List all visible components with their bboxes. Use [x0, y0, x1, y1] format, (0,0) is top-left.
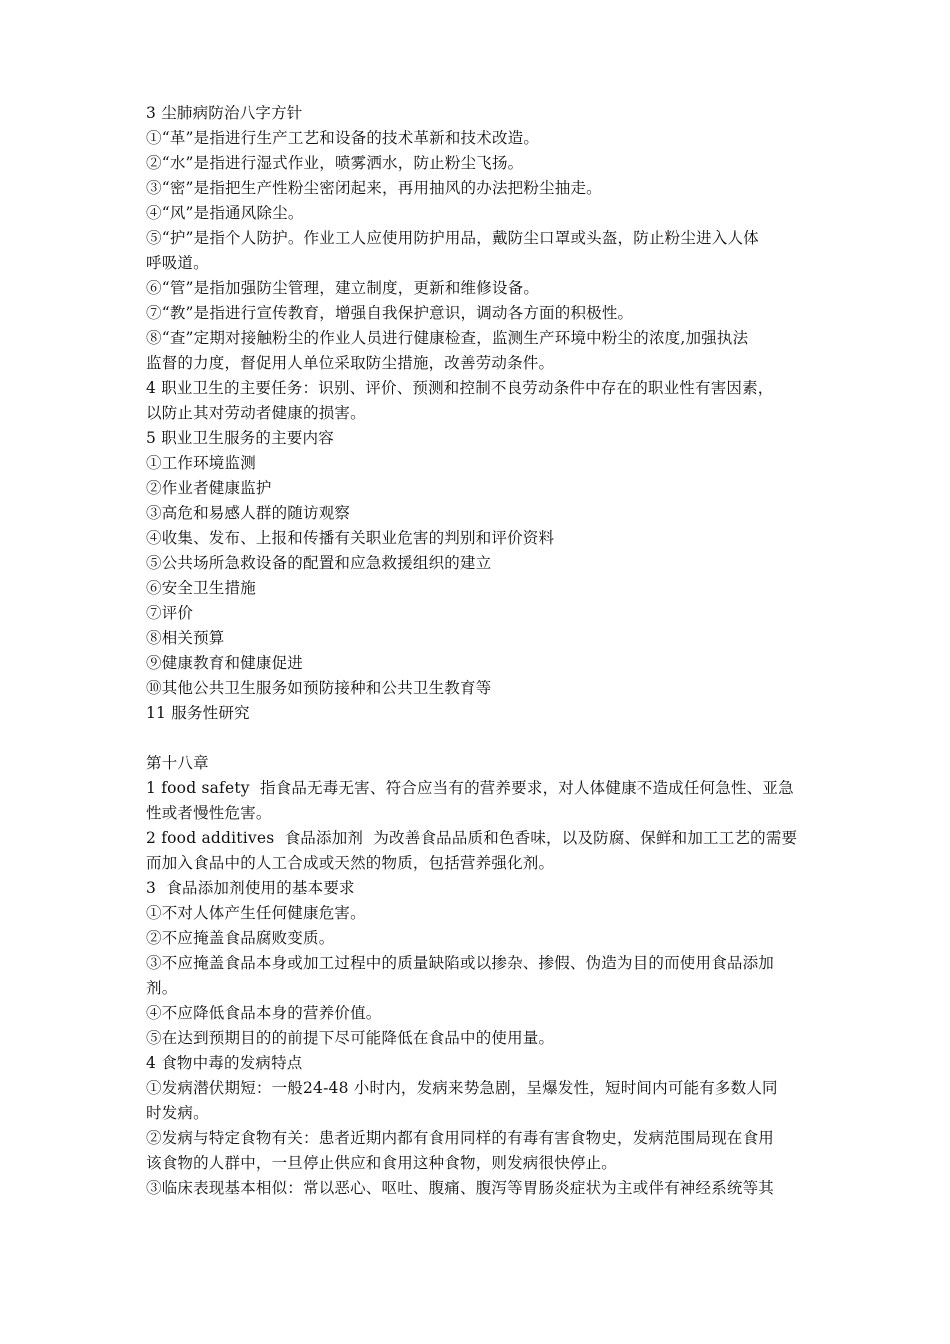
text-line: ③临床表现基本相似：常以恶心、呕吐、腹痛、腹泻等胃肠炎症状为主或伴有神经系统等其	[146, 1179, 775, 1197]
text-line: 5 职业卫生服务的主要内容	[146, 429, 334, 447]
text-line: ③不应掩盖食品本身或加工过程中的质量缺陷或以掺杂、掺假、伪造为目的而使用食品添加	[146, 954, 775, 972]
text-line: ④“风”是指通风除尘。	[146, 204, 304, 222]
text-line: 以防止其对劳动者健康的损害。	[146, 404, 366, 422]
text-line: ②“水”是指进行湿式作业，喷雾洒水，防止粉尘飞扬。	[146, 154, 524, 172]
text-line: ⑩其他公共卫生服务如预防接种和公共卫生教育等	[146, 679, 492, 697]
text-line: 呼吸道。	[146, 254, 209, 272]
text-line: 时发病。	[146, 1104, 209, 1122]
text-line: 监督的力度，督促用人单位采取防尘措施，改善劳动条件。	[146, 354, 555, 372]
text-line: ②不应掩盖食品腐败变质。	[146, 929, 335, 947]
text-line: 2 food additives 食品添加剂 为改善食品品质和色香味，以及防腐、保鲜和加工工艺的需要	[146, 829, 798, 847]
text-line: 该食物的人群中，一旦停止供应和食用这种食物，则发病很快停止。	[146, 1154, 618, 1172]
text-line: 剂。	[146, 979, 178, 997]
text-line: 3 食品添加剂使用的基本要求	[146, 879, 355, 897]
text-line: ⑨健康教育和健康促进	[146, 654, 304, 672]
text-line: 4 食物中毒的发病特点	[146, 1054, 303, 1072]
text-line: 3 尘肺病防治八字方针	[146, 104, 303, 122]
text-line: ⑦评价	[146, 604, 194, 622]
text-line: ⑤在达到预期目的的前提下尽可能降低在食品中的使用量。	[146, 1029, 555, 1047]
text-line: ②发病与特定食物有关：患者近期内都有食用同样的有毒有害食物史，发病范围局现在食用	[146, 1129, 775, 1147]
text-line: ③“密”是指把生产性粉尘密闭起来，再用抽风的办法把粉尘抽走。	[146, 179, 602, 197]
text-line: ③高危和易感人群的随访观察	[146, 504, 351, 522]
blank-line	[146, 726, 826, 751]
text-line: 1 food safety 指食品无毒无害、符合应当有的营养要求，对人体健康不造成任何急性、亚急	[146, 779, 794, 797]
text-line: ④收集、发布、上报和传播有关职业危害的判别和评价资料	[146, 529, 555, 547]
text-line: 11 服务性研究	[146, 704, 250, 722]
text-line: ①工作环境监测	[146, 454, 256, 472]
text-line: 第十八章	[146, 754, 209, 772]
text-line: ⑤公共场所急救设备的配置和应急救援组织的建立	[146, 554, 492, 572]
text-line: 而加入食品中的人工合成或天然的物质，包括营养强化剂。	[146, 854, 555, 872]
text-line: ①发病潜伏期短：一般24-48 小时内，发病来势急剧，呈爆发性，短时间内可能有多数人同	[146, 1079, 778, 1097]
text-line: ⑧“查”定期对接触粉尘的作业人员进行健康检查，监测生产环境中粉尘的浓度,加强执法	[146, 329, 749, 347]
text-line: ⑥“管”是指加强防尘管理，建立制度，更新和维修设备。	[146, 279, 540, 297]
text-line: ④不应降低食品本身的营养价值。	[146, 1004, 382, 1022]
text-line: ⑥安全卫生措施	[146, 579, 256, 597]
text-line: ⑤“护”是指个人防护。作业工人应使用防护用品，戴防尘口罩或头盔，防止粉尘进入人体	[146, 229, 759, 247]
text-line: ②作业者健康监护	[146, 479, 272, 497]
document-body	[146, 101, 826, 1201]
text-line: ⑦“教”是指进行宣传教育，增强自我保护意识，调动各方面的积极性。	[146, 304, 634, 322]
text-line: ①不对人体产生任何健康危害。	[146, 904, 366, 922]
text-line: 4 职业卫生的主要任务：识别、评价、预测和控制不良劳动条件中存在的职业性有害因素，	[146, 379, 774, 397]
text-line: ⑧相关预算	[146, 629, 225, 647]
text-line: 性或者慢性危害。	[146, 804, 272, 822]
text-line: ①“革”是指进行生产工艺和设备的技术革新和技术改造。	[146, 129, 540, 147]
